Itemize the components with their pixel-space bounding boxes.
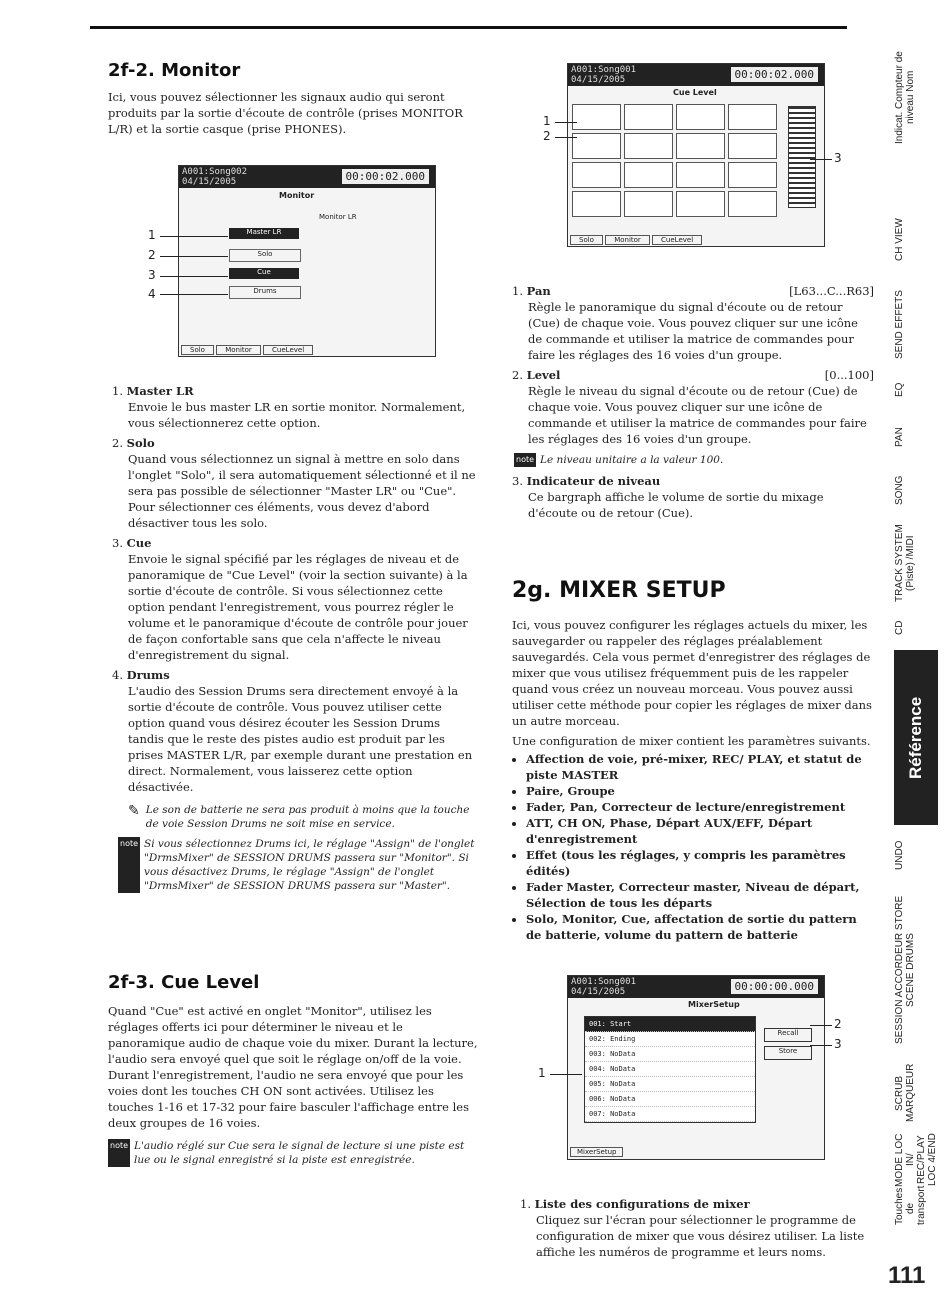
list-item: • Effet (tous les réglages, y compris les paramètres édités) (526, 847, 874, 879)
sidebar-tab-chview[interactable]: CH VIEW (894, 218, 905, 262)
channel-cell[interactable] (572, 162, 621, 188)
item-name: Master LR (126, 384, 194, 398)
level-meter (788, 106, 816, 208)
note-icon: note (108, 1139, 130, 1167)
channel-cell[interactable] (676, 133, 725, 159)
screen-title: Monitor (279, 191, 315, 200)
status-bar (568, 976, 824, 998)
mixer-setup-items (520, 1196, 874, 1260)
sidebar-tab-compteur[interactable]: Indicat. Compteur de niveau Nom (894, 51, 916, 144)
store-button[interactable]: Store (764, 1046, 812, 1060)
callout-1: 1 (148, 228, 156, 242)
sidebar-tab-transport[interactable]: Touches de transport (894, 1185, 927, 1225)
channel-cell[interactable] (624, 191, 673, 217)
callout-1: 1 (538, 1066, 546, 1080)
list-item: • Paire, Groupe (526, 783, 874, 799)
callout-line (810, 1025, 832, 1026)
callout-2: 2 (148, 248, 156, 262)
channel-cell[interactable] (676, 162, 725, 188)
item-num: 1. (112, 384, 123, 398)
list-item[interactable]: 004: NoData (585, 1062, 755, 1077)
mixer-setup-lead: Une configuration de mixer contient les paramètres suivants. (512, 734, 871, 748)
cue-matrix[interactable] (572, 104, 777, 217)
screen-title: MixerSetup (688, 1000, 740, 1009)
callout-line (810, 159, 832, 160)
channel-cell[interactable] (728, 191, 777, 217)
list-item: • Fader Master, Correcteur master, Niveau de départ, Sélection de tous les départs (526, 879, 874, 911)
callout-2: 2 (543, 129, 551, 143)
time-counter: 00:00:02.000 (731, 67, 818, 82)
screen-tabs (570, 236, 702, 244)
item-cue (112, 535, 478, 663)
item-num: 2. (512, 368, 523, 382)
callout-3: 3 (834, 1037, 842, 1051)
callout-3: 3 (834, 151, 842, 165)
channel-cell[interactable] (676, 191, 725, 217)
sidebar-tab-cd[interactable]: CD (894, 620, 905, 635)
channel-cell[interactable] (572, 133, 621, 159)
section-title-monitor: 2f-2. Monitor (108, 60, 241, 81)
channel-cell[interactable] (624, 104, 673, 130)
item-meter (512, 473, 874, 521)
item-name: Indicateur de niveau (526, 474, 661, 488)
recall-button[interactable]: Recall (764, 1028, 812, 1042)
mixer-setup-section (512, 578, 874, 943)
callout-1: 1 (543, 114, 551, 128)
left-column (108, 60, 478, 137)
monitor-row-cue[interactable]: Cue (229, 268, 299, 279)
level-note (514, 453, 874, 467)
note-text: L'audio réglé sur Cue sera le signal de lecture si une piste est lue ou le signal enregistré si la piste est enregistrée. (134, 1140, 465, 1166)
callout-line (555, 137, 577, 138)
cue-level-text: Quand "Cue" est activé en onglet "Monitor", utilisez les réglages offerts ici pour déterminer le niveau et le panoramique audio de chaque voie du mixer. Durant la lecture, l'audio sera envoyé quel que soit le réglage on/off de la voie. Durant l'enregistrement, l'audio ne sera envoyé que pour les voies dont les touches CH ON sont activées. Utilisez les touches 1-16 et 17-32 pour faire basculer l'affichage entre les deux groupes de 16 voies. (108, 1004, 478, 1130)
item-name: Pan (526, 284, 551, 298)
top-rule (90, 26, 847, 29)
list-item: • Fader, Pan, Correcteur de lecture/enregistrement (526, 799, 874, 815)
note-text: Le niveau unitaire a la valeur 100. (540, 454, 724, 466)
item-text: L'audio des Session Drums sera directement envoyé à la sortie d'écoute de contrôle. Vous pouvez utiliser cette option quand vous désirez écouter les Session Drums tandis que le reste des pistes audio est produit par les prises MASTER L/R, par exemple durant une prestation en direct. Normalement, vous laisserez cette option désactivée. (128, 684, 473, 794)
sidebar-tab-pan[interactable]: PAN (894, 427, 905, 448)
item-pan (512, 283, 874, 363)
time-counter: 00:00:02.000 (342, 169, 429, 184)
sidebar-tab-song[interactable]: SONG (894, 475, 905, 505)
setup-list[interactable] (584, 1016, 756, 1123)
callout-3: 3 (148, 268, 156, 282)
list-item[interactable]: 006: NoData (585, 1092, 755, 1107)
list-item[interactable]: 003: NoData (585, 1047, 755, 1062)
sidebar-tab-track[interactable]: TRACK SYSTEM (Piste) /MIDI (894, 524, 916, 602)
channel-cell[interactable] (728, 104, 777, 130)
song-date: 04/15/2005 (571, 987, 626, 997)
item-num: 3. (112, 536, 123, 550)
warning-note (128, 803, 478, 831)
status-bar (568, 64, 824, 86)
song-name: A001:Song002 (182, 167, 248, 177)
item-text: Cliquez sur l'écran pour sélectionner le programme de configuration de mixer que vous désirez utiliser. La liste affiche les numéros de programme et leurs noms. (536, 1213, 865, 1259)
channel-cell[interactable] (728, 133, 777, 159)
note-text: Si vous sélectionnez Drums ici, le réglage "Assign" de l'onglet "DrmsMixer" de SESSION DRUMS passera sur "Monitor". Si vous désactivez Drums, le réglage "Assign" de l'onglet "DrmsMixer" de SESSION DRUMS passera sur "Master". (144, 838, 475, 892)
sidebar-tab-send[interactable]: SEND EFFETS (894, 290, 905, 360)
item-range: [L63...C...R63] (789, 284, 874, 298)
cue-note (108, 1139, 478, 1167)
channel-cell[interactable] (572, 104, 621, 130)
note-icon: note (514, 453, 536, 467)
item-num: 1. (512, 284, 523, 298)
sidebar-tab-session[interactable]: SESSION ACCORDEUR STORE SCENE DRUMS (894, 895, 916, 1045)
song-date: 04/15/2005 (182, 177, 237, 187)
section-title-mixer-setup: 2g. MIXER SETUP (512, 578, 726, 603)
page-number: 111 (888, 1262, 926, 1289)
list-item[interactable]: 005: NoData (585, 1077, 755, 1092)
item-text: Quand vous sélectionnez un signal à mettre en solo dans l'onglet "Solo", il sera automatiquement sélectionné et il ne sera pas possible de sélectionner "Master LR" ou "Cue". Pour sélectionner ces éléments, vous devez d'abord désactiver tous les solo. (128, 452, 476, 530)
tab-cuelevel[interactable]: CueLevel (263, 345, 313, 355)
channel-cell[interactable] (676, 104, 725, 130)
callout-2: 2 (834, 1017, 842, 1031)
monitor-screen (178, 165, 436, 357)
song-name: A001:Song001 (571, 977, 637, 987)
channel-cell[interactable] (728, 162, 777, 188)
item-range: [0...100] (824, 368, 874, 382)
channel-cell[interactable] (572, 191, 621, 217)
list-item: • Affection de voie, pré-mixer, REC/ PLAY, et statut de piste MASTER (526, 751, 874, 783)
status-bar (179, 166, 435, 188)
tab-monitor[interactable]: Monitor (216, 345, 261, 355)
callout-line (555, 122, 577, 123)
monitor-row-drums[interactable]: Drums (229, 286, 301, 299)
warning-icon: ✎ (128, 803, 140, 819)
mixer-setup-intro: Ici, vous pouvez configurer les réglages actuels du mixer, les sauvegarder ou rappeler des réglages préalablement sauvegardés. Cela vous permet d'enregistrer des réglages de mixer que vous utilisez fréquemment puis de les rappeler quand vous créez un nouveau morceau. Vous pouvez aussi utiliser cette méthode pour copier les réglages de mixer dans un autre morceau. (512, 618, 872, 728)
cue-level-items (512, 283, 874, 521)
item-num: 4. (112, 668, 123, 682)
callout-line (550, 1074, 582, 1075)
monitor-lr-label: Monitor LR (319, 213, 357, 221)
item-text: Règle le panoramique du signal d'écoute ou de retour (Cue) de chaque voie. Vous pouvez cliquer sur une icône de commande et utiliser la matrice de commandes pour faire les réglages des 16 voies d'un groupe. (528, 300, 858, 362)
item-num: 2. (112, 436, 123, 450)
list-item: • Solo, Monitor, Cue, affectation de sortie du pattern de batterie, volume du pattern de batterie (526, 911, 874, 943)
item-text: Envoie le signal spécifié par les réglages de niveau et de panoramique de "Cue Level" (voir la section suivante) à la sortie d'écoute de contrôle. Si vous sélectionnez cette option pendant l'enregistrement, vous pourrez régler le volume et le panoramique d'écoute de contrôle pour jouer de façon confortable sans que cela n'affecte le niveau d'enregistrement du signal. (128, 552, 468, 662)
tab-solo[interactable]: Solo (181, 345, 214, 355)
item-level (512, 367, 874, 447)
item-name: Drums (126, 668, 170, 682)
screen-title: Cue Level (673, 88, 717, 97)
monitor-items (112, 383, 478, 893)
list-item[interactable]: 001: Start (585, 1017, 755, 1032)
item-name: Solo (126, 436, 155, 450)
callout-4: 4 (148, 287, 156, 301)
song-date: 04/15/2005 (571, 75, 626, 85)
item-drums (112, 667, 478, 795)
channel-cell[interactable] (624, 162, 673, 188)
cue-level-section (108, 972, 478, 1167)
sidebar-tab-scrub[interactable]: SCRUB MARQUEUR (894, 1063, 916, 1123)
tab-monitor[interactable]: Monitor (605, 235, 650, 245)
item-name: Cue (126, 536, 152, 550)
list-item[interactable]: 002: Ending (585, 1032, 755, 1047)
cue-level-screen (567, 63, 825, 247)
item-name: Liste des configurations de mixer (534, 1197, 750, 1211)
callout-line (160, 294, 228, 295)
monitor-intro: Ici, vous pouvez sélectionner les signaux audio qui seront produits par la sortie d'écoute de contrôle (prises MONITOR L/R) et la sortie casque (prise PHONES). (108, 90, 463, 136)
callout-line (160, 276, 228, 277)
sidebar-tab-eq[interactable]: EQ (894, 382, 905, 398)
sidebar-tab-reference[interactable]: Référence (894, 650, 938, 825)
screen-tabs (181, 346, 313, 354)
song-name: A001:Song001 (571, 65, 637, 75)
item-text: Règle le niveau du signal d'écoute ou de retour (Cue) de chaque voie. Vous pouvez cliquer sur une icône de commande et utiliser la matrice de commandes pour faire les réglages des 16 voies d'un groupe. (528, 384, 867, 446)
item-master-lr (112, 383, 478, 431)
item-solo (112, 435, 478, 531)
tab-mixersetup[interactable]: MixerSetup (570, 1147, 623, 1157)
callout-line (160, 236, 228, 237)
note-icon: note (118, 837, 140, 893)
sidebar (894, 40, 938, 1225)
callout-line (810, 1045, 832, 1046)
sidebar-tab-undo[interactable]: UNDO (894, 840, 905, 870)
tab-cuelevel[interactable]: CueLevel (652, 235, 702, 245)
list-item: • ATT, CH ON, Phase, Départ AUX/EFF, Départ d'enregistrement (526, 815, 874, 847)
list-item[interactable]: 007: NoData (585, 1107, 755, 1122)
channel-cell[interactable] (624, 133, 673, 159)
time-counter: 00:00:00.000 (731, 979, 818, 994)
mixer-setup-list (512, 751, 874, 943)
sidebar-tab-mode[interactable]: MODE LOC IN/ REC/PLAY LOC 4/END (894, 1133, 938, 1187)
drums-note (118, 837, 478, 893)
monitor-row-solo[interactable]: Solo (229, 249, 301, 262)
warning-text: Le son de batterie ne sera pas produit à moins que la touche de voie Session Drums ne soit mise en service. (145, 804, 470, 830)
item-text: Envoie le bus master LR en sortie monitor. Normalement, vous sélectionnerez cette option. (128, 400, 466, 430)
tab-solo[interactable]: Solo (570, 235, 603, 245)
item-name: Level (526, 368, 561, 382)
monitor-row-master[interactable]: Master LR (229, 228, 299, 239)
mixer-setup-screen (567, 975, 825, 1160)
section-title-cue-level: 2f-3. Cue Level (108, 972, 260, 993)
callout-line (160, 256, 228, 257)
item-num: 3. (512, 474, 523, 488)
item-text: Ce bargraph affiche le volume de sortie du mixage d'écoute ou de retour (Cue). (528, 490, 824, 520)
item-num: 1. (520, 1197, 531, 1211)
